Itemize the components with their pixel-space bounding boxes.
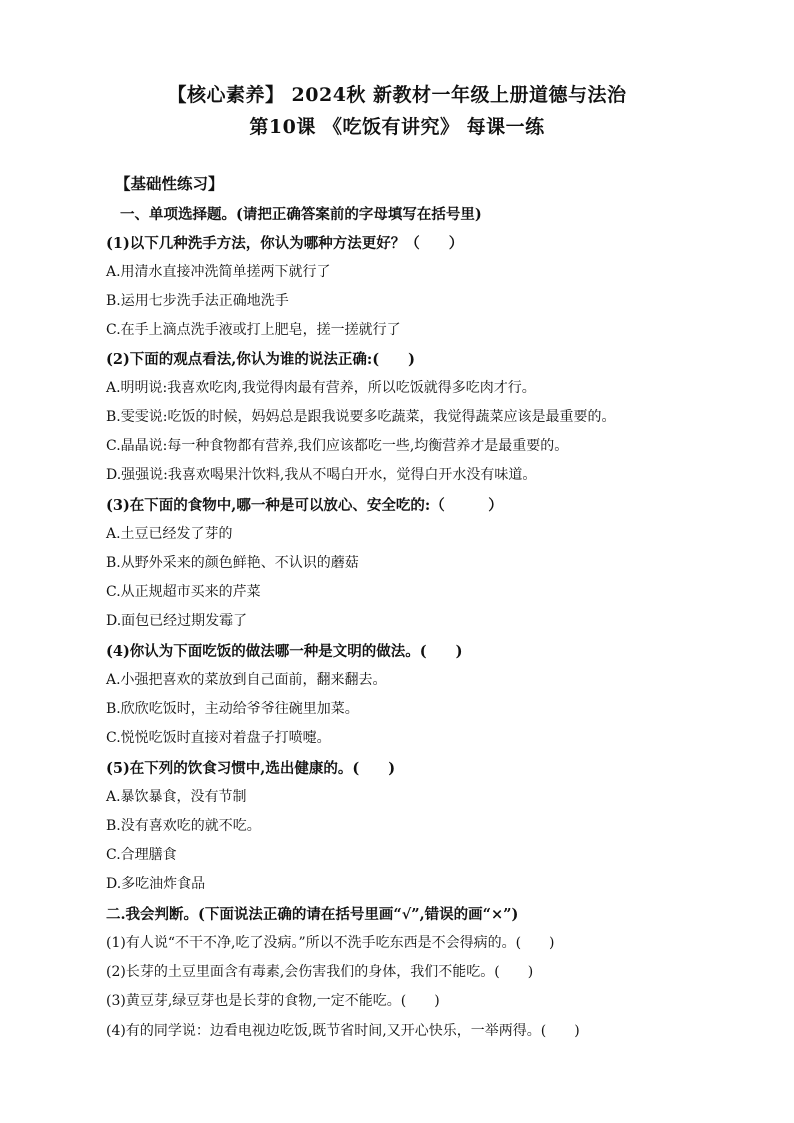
answer-option: C.合理膳食 — [106, 847, 177, 863]
answer-option: B.从野外采来的颜色鲜艳、不认识的蘑菇 — [106, 555, 359, 571]
answer-option: A.土豆已经发了芽的 — [106, 526, 233, 542]
answer-option: A.小强把喜欢的菜放到自己面前，翻来翻去。 — [106, 672, 387, 688]
judgment-item: (4)有的同学说：边看电视边吃饭,既节省时间,又开心快乐，一举两得。( ) — [106, 1023, 580, 1039]
part2-heading: 二.我会判断。(下面说法正确的请在括号里画“√”,错误的画“×”) — [106, 906, 519, 923]
question-stem: (5)在下列的饮食习惯中,选出健康的。( ) — [106, 760, 396, 777]
question-stem: (3)在下面的食物中,哪一种是可以放心、安全吃的:（ ） — [106, 497, 503, 514]
answer-option: A.暴饮暴食，没有节制 — [106, 789, 247, 805]
question-stem: (2)下面的观点看法,你认为谁的说法正确:( ) — [106, 351, 415, 368]
answer-option: D.面包已经过期发霉了 — [106, 613, 248, 629]
question-stem: (1)以下几种洗手方法，你认为哪种方法更好？（ ） — [106, 235, 464, 252]
answer-option: B.雯雯说:吃饭的时候，妈妈总是跟我说要多吃蔬菜，我觉得蔬菜应该是最重要的。 — [106, 409, 616, 425]
answer-option: A.用清水直接冲洗简单搓两下就行了 — [106, 264, 331, 280]
judgment-item: (3)黄豆芽,绿豆芽也是长芽的食物,一定不能吃。( ) — [106, 993, 440, 1009]
section-heading: 【基础性练习】 — [115, 174, 224, 193]
question-stem: (4)你认为下面吃饭的做法哪一种是文明的做法。( ) — [106, 643, 463, 660]
answer-option: C.悦悦吃饭时直接对着盘子打喷嚏。 — [106, 730, 331, 746]
answer-option: B.没有喜欢吃的就不吃。 — [106, 818, 261, 834]
judgment-item: (1)有人说“不干不净,吃了没病。”所以不洗手吃东西是不会得病的。( ) — [106, 935, 555, 951]
answer-option: C.晶晶说:每一种食物都有营养,我们应该都吃一些,均衡营养才是最重要的。 — [106, 438, 569, 454]
page-title: 【核心素养】 2024秋 新教材一年级上册道德与法治 — [167, 84, 627, 106]
answer-option: D.多吃油炸食品 — [106, 876, 206, 892]
answer-option: D.强强说:我喜欢喝果汁饮料,我从不喝白开水，觉得白开水没有味道。 — [106, 467, 537, 483]
answer-option: A.明明说:我喜欢吃肉,我觉得肉最有营养，所以吃饭就得多吃肉才行。 — [106, 380, 536, 396]
answer-option: B.运用七步洗手法正确地洗手 — [106, 293, 289, 309]
lesson-title: 第10课 《吃饭有讲究》 每课一练 — [249, 116, 545, 138]
answer-option: C.从正规超市买来的芹菜 — [106, 584, 261, 600]
part1-heading: 一、单项选择题。(请把正确答案前的字母填写在括号里) — [120, 206, 482, 223]
answer-option: C.在手上滴点洗手液或打上肥皂，搓一搓就行了 — [106, 322, 401, 338]
answer-option: B.欣欣吃饭时，主动给爷爷往碗里加菜。 — [106, 701, 359, 717]
judgment-item: (2)长芽的土豆里面含有毒素,会伤害我们的身体，我们不能吃。( ) — [106, 964, 534, 980]
